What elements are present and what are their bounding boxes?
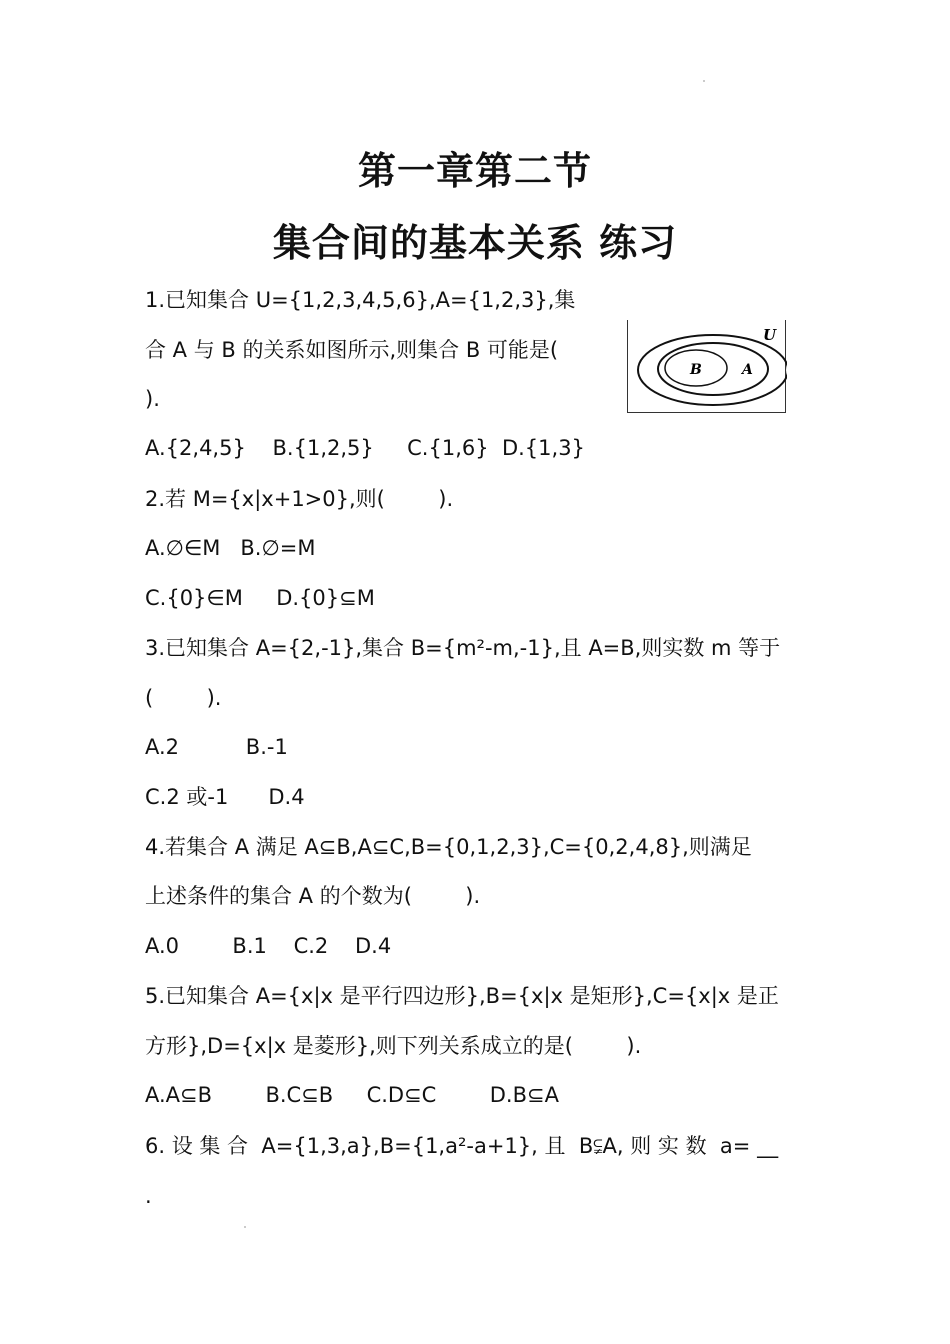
label-u: U — [763, 326, 777, 344]
q6-line-1: 6. 设 集 合 A={1,3,a},B={1,a²-a+1}, 且 B⫋A, 则 实 数 a= __ — [145, 1134, 779, 1158]
label-b: B — [690, 362, 702, 378]
q4-line-1: 4.若集合 A 满足 A⊆B,A⊆C,B={0,1,2,3},C={0,2,4,8},则满足 — [145, 835, 752, 859]
q1-line-1: 1.已知集合 U={1,2,3,4,5,6},A={1,2,3},集 — [145, 288, 576, 312]
q3-options-2: C.2 或-1 D.4 — [145, 785, 305, 809]
speck — [244, 1226, 246, 1228]
speck — [703, 80, 705, 82]
q3-options-1: A.2 B.-1 — [145, 735, 288, 759]
q4-line-2: 上述条件的集合 A 的个数为( ). — [145, 884, 481, 908]
title-line-2: 集合间的基本关系 练习 — [272, 221, 678, 265]
q1-options: A.{2,4,5} B.{1,2,5} C.{1,6} D.{1,3} — [145, 436, 585, 460]
q2-options-1: A.∅∈M B.∅=M — [145, 536, 316, 560]
q3-line-2: ( ). — [145, 686, 222, 710]
q6-line-2: . — [145, 1184, 152, 1208]
q4-options: A.0 B.1 C.2 D.4 — [145, 934, 392, 958]
q2-stem: 2.若 M={x|x+1>0},则( ). — [145, 487, 454, 511]
venn-diagram — [627, 320, 787, 413]
q1-line-2: 合 A 与 B 的关系如图所示,则集合 B 可能是( — [145, 338, 559, 362]
q3-line-1: 3.已知集合 A={2,-1},集合 B={m²-m,-1},且 A=B,则实数 m 等于 — [145, 636, 781, 660]
q5-line-1: 5.已知集合 A={x|x 是平行四边形},B={x|x 是矩形},C={x|x 是正 — [145, 984, 779, 1008]
label-a: A — [742, 362, 753, 378]
q1-line-3: ). — [145, 387, 160, 411]
title-line-1: 第一章第二节 — [357, 149, 592, 193]
q5-options: A.A⊆B B.C⊆B C.D⊆C D.B⊆A — [145, 1083, 559, 1107]
q5-line-2: 方形},D={x|x 是菱形},则下列关系成立的是( ). — [145, 1034, 642, 1058]
q2-options-2: C.{0}∈M D.{0}⊆M — [145, 586, 375, 610]
